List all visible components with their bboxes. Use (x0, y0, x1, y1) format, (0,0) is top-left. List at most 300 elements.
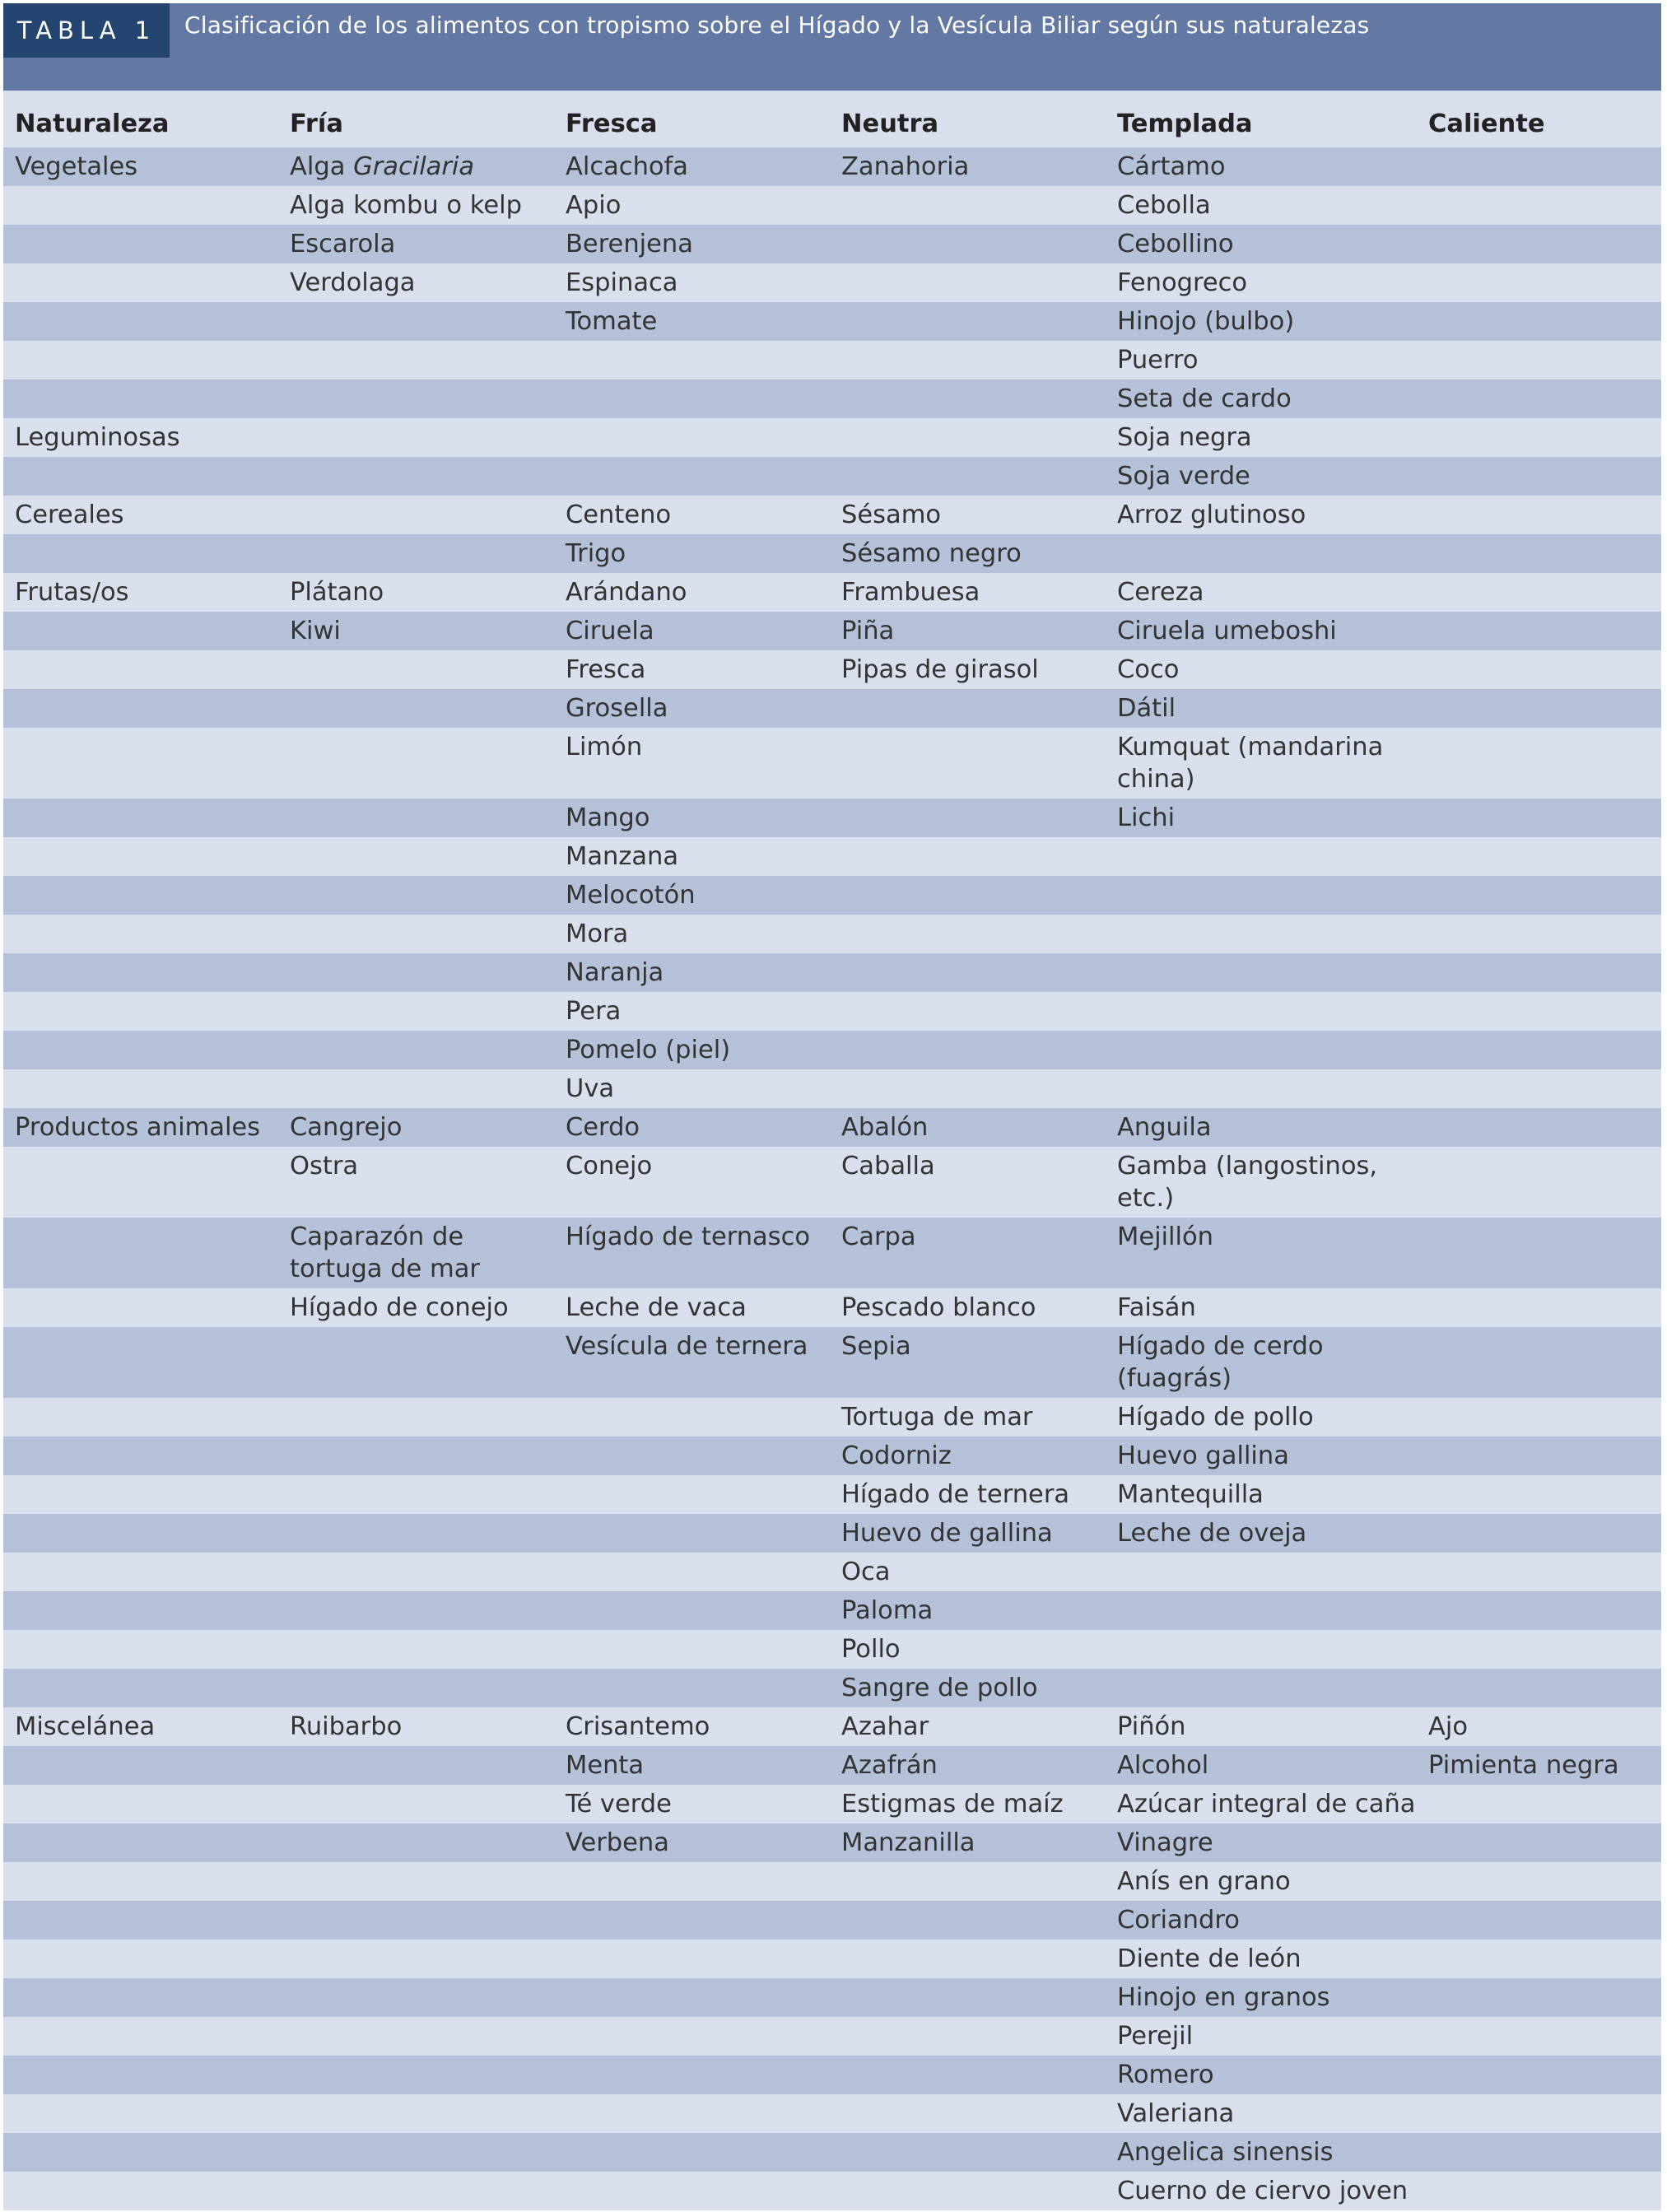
table-row (3, 1218, 1661, 1288)
table-cell (278, 2017, 554, 2056)
table-cell (1106, 915, 1417, 953)
table-cell: Verdolaga (278, 263, 554, 302)
table-cell: Perejil (1106, 2017, 1417, 2056)
table-cell (1417, 1437, 1661, 1475)
table-cell: Frutas/os (3, 573, 278, 612)
column-header: Fresca (554, 91, 830, 147)
table-cell (1417, 1327, 1661, 1398)
table-cell: Coco (1106, 650, 1417, 689)
table-cell: Cereza (1106, 573, 1417, 612)
table-cell (830, 2017, 1106, 2056)
table-cell (278, 418, 554, 457)
table-row (3, 2017, 1661, 2056)
table-row (3, 1398, 1661, 1437)
table-cell: Cebolla (1106, 186, 1417, 225)
table-cell (1417, 1669, 1661, 1707)
table-cell: Naranja (554, 953, 830, 992)
table-cell: Té verde (554, 1785, 830, 1823)
table-cell: Ajo (1417, 1707, 1661, 1746)
table-row (3, 263, 1661, 302)
table-cell: Pomelo (piel) (554, 1031, 830, 1069)
table-cell: Coriandro (1106, 1901, 1417, 1940)
table-cell (1417, 915, 1661, 953)
table-cell (554, 1862, 830, 1901)
table-cell (278, 2172, 554, 2210)
table-cell (1417, 2172, 1661, 2210)
table-cell (1417, 2017, 1661, 2056)
table-row (3, 915, 1661, 953)
table-cell (830, 341, 1106, 380)
table-cell (830, 953, 1106, 992)
table-cell (278, 728, 554, 799)
table-cell (278, 1475, 554, 1514)
table-cell: Caballa (830, 1147, 1106, 1218)
table-cell: Alga kombu o kelp (278, 186, 554, 225)
table-cell (1417, 1514, 1661, 1553)
table-row (3, 689, 1661, 728)
table-cell (278, 1746, 554, 1785)
table-cell (1417, 2133, 1661, 2172)
table-cell (1417, 1108, 1661, 1147)
table-number-badge (3, 3, 170, 58)
table-cell (3, 1069, 278, 1108)
table-cell (3, 1218, 278, 1288)
table-cell (1417, 1069, 1661, 1108)
table-cell (278, 1437, 554, 1475)
table-cell (554, 1630, 830, 1669)
table-cell (554, 1475, 830, 1514)
table-cell (3, 341, 278, 380)
table-row (3, 1475, 1661, 1514)
table-cell: Fenogreco (1106, 263, 1417, 302)
table-cell: Centeno (554, 496, 830, 534)
table-cell (1417, 1978, 1661, 2017)
table-cell (278, 1823, 554, 1862)
table-cell (3, 992, 278, 1031)
table-cell (278, 1069, 554, 1108)
table-row (3, 992, 1661, 1031)
table-cell (1417, 225, 1661, 263)
table-cell: Trigo (554, 534, 830, 573)
table-cell: Cuerno de ciervo joven (1106, 2172, 1417, 2210)
table-row (3, 799, 1661, 837)
column-header: Neutra (830, 91, 1106, 147)
table-cell (1106, 1553, 1417, 1591)
table-cell (1417, 953, 1661, 992)
table-cell: Manzanilla (830, 1823, 1106, 1862)
table-cell (1417, 1823, 1661, 1862)
table-row (3, 1940, 1661, 1978)
table-cell: Leche de vaca (554, 1288, 830, 1327)
table-cell (1417, 1398, 1661, 1437)
table-cell (830, 418, 1106, 457)
table-cell (278, 2094, 554, 2133)
table-row (3, 612, 1661, 650)
table-cell (278, 341, 554, 380)
table-cell: Ciruela umeboshi (1106, 612, 1417, 650)
table-row (3, 2056, 1661, 2094)
table-cell (1417, 876, 1661, 915)
table-cell (3, 837, 278, 876)
table-cell: Hígado de ternasco (554, 1218, 830, 1288)
table-cell: Diente de león (1106, 1940, 1417, 1978)
table-cell (278, 953, 554, 992)
table-cell (3, 2094, 278, 2133)
table-cell: Crisantemo (554, 1707, 830, 1746)
table-cell: Paloma (830, 1591, 1106, 1630)
table-cell (1106, 1591, 1417, 1630)
table-row (3, 418, 1661, 457)
table-cell: Frambuesa (830, 573, 1106, 612)
table-row (3, 1288, 1661, 1327)
table-cell (554, 1940, 830, 1978)
table-row (3, 1437, 1661, 1475)
table-row (3, 1823, 1661, 1862)
table-cell: Leche de oveja (1106, 1514, 1417, 1553)
table-cell: Mantequilla (1106, 1475, 1417, 1514)
food-classification-table (3, 91, 1661, 2210)
table-cell (1417, 1553, 1661, 1591)
table-cell: Leguminosas (3, 418, 278, 457)
table-cell (554, 418, 830, 457)
table-cell: Vinagre (1106, 1823, 1417, 1862)
table-cell (3, 689, 278, 728)
column-header: Naturaleza (3, 91, 278, 147)
table-cell (278, 876, 554, 915)
table-cell: Vegetales (3, 147, 278, 186)
table-cell: Cártamo (1106, 147, 1417, 186)
table-row (3, 1901, 1661, 1940)
table-cell (278, 689, 554, 728)
table-cell: Limón (554, 728, 830, 799)
table-cell (3, 1746, 278, 1785)
table-cell (830, 457, 1106, 496)
table-cell (1417, 2056, 1661, 2094)
table-cell (554, 457, 830, 496)
table-cell: Hígado de cerdo (fuagrás) (1106, 1327, 1417, 1398)
table-row (3, 225, 1661, 263)
table-cell (1417, 1630, 1661, 1669)
table-cell (3, 1862, 278, 1901)
table-cell: Hígado de ternera (830, 1475, 1106, 1514)
table-cell (1417, 457, 1661, 496)
table-figure (3, 3, 1661, 2210)
table-cell (554, 2172, 830, 2210)
table-cell: Azafrán (830, 1746, 1106, 1785)
table-cell: Hígado de conejo (278, 1288, 554, 1327)
table-cell (554, 1514, 830, 1553)
table-cell (554, 1901, 830, 1940)
table-cell (1417, 799, 1661, 837)
table-row (3, 534, 1661, 573)
table-cell: Mora (554, 915, 830, 953)
table-cell (830, 2133, 1106, 2172)
table-row (3, 1978, 1661, 2017)
table-cell (1106, 1031, 1417, 1069)
table-cell (278, 1327, 554, 1398)
table-cell: Sésamo negro (830, 534, 1106, 573)
table-row (3, 2172, 1661, 2210)
table-cell (3, 728, 278, 799)
table-cell: Cerdo (554, 1108, 830, 1147)
table-row (3, 147, 1661, 186)
table-cell: Sangre de pollo (830, 1669, 1106, 1707)
table-row (3, 728, 1661, 799)
table-cell (3, 915, 278, 953)
table-cell: Piña (830, 612, 1106, 650)
table-cell (554, 1398, 830, 1437)
table-cell: Escarola (278, 225, 554, 263)
table-cell: Espinaca (554, 263, 830, 302)
table-number-label: TABLA 1 (16, 16, 156, 44)
table-cell (278, 302, 554, 341)
column-header: Fría (278, 91, 554, 147)
table-cell (3, 2133, 278, 2172)
table-cell (1106, 837, 1417, 876)
table-cell (3, 225, 278, 263)
table-cell: Piñón (1106, 1707, 1417, 1746)
table-cell (830, 837, 1106, 876)
table-cell: Alcohol (1106, 1746, 1417, 1785)
table-cell (3, 1327, 278, 1398)
table-cell (3, 1978, 278, 2017)
table-cell (830, 876, 1106, 915)
table-cell: Oca (830, 1553, 1106, 1591)
table-cell: Pescado blanco (830, 1288, 1106, 1327)
table-cell (830, 992, 1106, 1031)
table-cell: Valeriana (1106, 2094, 1417, 2133)
table-cell: Cangrejo (278, 1108, 554, 1147)
table-cell: Faisán (1106, 1288, 1417, 1327)
table-cell (1417, 1218, 1661, 1288)
table-cell (1417, 1862, 1661, 1901)
table-cell (3, 186, 278, 225)
table-cell (278, 1940, 554, 1978)
table-cell (830, 728, 1106, 799)
table-row (3, 650, 1661, 689)
table-cell (3, 953, 278, 992)
table-cell: Pollo (830, 1630, 1106, 1669)
table-cell: Estigmas de maíz (830, 1785, 1106, 1823)
table-cell (3, 1398, 278, 1437)
table-cell (554, 2017, 830, 2056)
table-cell (1417, 1940, 1661, 1978)
table-cell (1417, 1031, 1661, 1069)
table-cell: Mango (554, 799, 830, 837)
table-row (3, 1069, 1661, 1108)
table-cell (3, 1475, 278, 1514)
table-cell (278, 1591, 554, 1630)
table-header-band (3, 3, 1661, 91)
table-cell: Hinojo (bulbo) (1106, 302, 1417, 341)
table-cell (1106, 992, 1417, 1031)
table-row (3, 2094, 1661, 2133)
table-cell (278, 1514, 554, 1553)
table-cell (1417, 147, 1661, 186)
table-cell (554, 2056, 830, 2094)
table-cell: Pimienta negra (1417, 1746, 1661, 1785)
table-cell: Mejillón (1106, 1218, 1417, 1288)
table-cell (3, 1669, 278, 1707)
table-cell: Fresca (554, 650, 830, 689)
table-cell: Productos animales (3, 1108, 278, 1147)
table-row (3, 1108, 1661, 1147)
table-cell (554, 1553, 830, 1591)
table-cell (3, 302, 278, 341)
table-cell (3, 1031, 278, 1069)
table-cell (830, 263, 1106, 302)
table-cell (830, 1901, 1106, 1940)
table-cell (3, 1437, 278, 1475)
table-cell: Zanahoria (830, 147, 1106, 186)
table-row (3, 1031, 1661, 1069)
table-row (3, 1746, 1661, 1785)
table-cell (3, 1940, 278, 1978)
table-cell (554, 1669, 830, 1707)
table-cell: Codorniz (830, 1437, 1106, 1475)
table-cell (278, 1031, 554, 1069)
table-row (3, 876, 1661, 915)
table-cell (1417, 573, 1661, 612)
table-cell: Arándano (554, 573, 830, 612)
table-cell (830, 799, 1106, 837)
table-cell: Huevo gallina (1106, 1437, 1417, 1475)
table-cell: Uva (554, 1069, 830, 1108)
table-cell (1417, 341, 1661, 380)
table-cell (830, 302, 1106, 341)
table-row (3, 573, 1661, 612)
table-row (3, 1327, 1661, 1398)
table-cell: Sésamo (830, 496, 1106, 534)
table-cell (1417, 1591, 1661, 1630)
table-row (3, 837, 1661, 876)
table-cell (1417, 992, 1661, 1031)
table-cell (278, 457, 554, 496)
table-row (3, 1669, 1661, 1707)
table-cell (1106, 953, 1417, 992)
table-caption: Clasificación de los alimentos con tropismo sobre el Hígado y la Vesícula Biliar según sus naturalezas (184, 12, 1370, 39)
table-cell: Ostra (278, 1147, 554, 1218)
table-row (3, 1553, 1661, 1591)
table-cell (1417, 837, 1661, 876)
table-cell: Grosella (554, 689, 830, 728)
table-row (3, 953, 1661, 992)
table-cell (1417, 534, 1661, 573)
table-cell: Melocotón (554, 876, 830, 915)
table-row (3, 1591, 1661, 1630)
table-cell (1417, 689, 1661, 728)
table-cell (278, 650, 554, 689)
table-cell (554, 2094, 830, 2133)
table-cell (3, 799, 278, 837)
table-cell (830, 1862, 1106, 1901)
column-header: Caliente (1417, 91, 1661, 147)
table-cell (3, 1591, 278, 1630)
table-cell: Carpa (830, 1218, 1106, 1288)
table-cell (1417, 650, 1661, 689)
table-cell (278, 992, 554, 1031)
table-row (3, 1707, 1661, 1746)
table-cell (3, 1514, 278, 1553)
table-cell: Gamba (langostinos, etc.) (1106, 1147, 1417, 1218)
table-cell: Ruibarbo (278, 1707, 554, 1746)
table-row (3, 1147, 1661, 1218)
table-cell (278, 1862, 554, 1901)
table-cell: Apio (554, 186, 830, 225)
table-cell (830, 225, 1106, 263)
table-cell (830, 1978, 1106, 2017)
column-header: Templada (1106, 91, 1417, 147)
table-cell (1417, 2094, 1661, 2133)
table-cell (1417, 263, 1661, 302)
table-row (3, 186, 1661, 225)
table-cell (1417, 1475, 1661, 1514)
table-cell (1417, 302, 1661, 341)
table-cell (1106, 1630, 1417, 1669)
table-cell (554, 1978, 830, 2017)
table-cell (3, 612, 278, 650)
table-cell: Abalón (830, 1108, 1106, 1147)
column-header-row (3, 91, 1661, 147)
table-cell (3, 1288, 278, 1327)
table-cell (3, 650, 278, 689)
table-cell (830, 380, 1106, 418)
table-cell (1106, 1069, 1417, 1108)
table-cell: Anís en grano (1106, 1862, 1417, 1901)
table-cell: Pipas de girasol (830, 650, 1106, 689)
table-cell: Soja negra (1106, 418, 1417, 457)
table-cell (278, 1901, 554, 1940)
table-cell (554, 341, 830, 380)
table-cell (278, 2133, 554, 2172)
table-cell (554, 1591, 830, 1630)
table-cell (3, 1553, 278, 1591)
table-cell (278, 837, 554, 876)
table-cell (830, 1069, 1106, 1108)
table-cell (278, 1398, 554, 1437)
table-cell: Seta de cardo (1106, 380, 1417, 418)
table-cell: Cereales (3, 496, 278, 534)
table-cell (278, 2056, 554, 2094)
table-cell: Hígado de pollo (1106, 1398, 1417, 1437)
table-cell (1417, 1901, 1661, 1940)
table-row (3, 1785, 1661, 1823)
table-cell (278, 799, 554, 837)
table-cell: Lichi (1106, 799, 1417, 837)
table-cell (830, 2172, 1106, 2210)
table-cell (3, 2056, 278, 2094)
table-cell (830, 1031, 1106, 1069)
table-cell (3, 263, 278, 302)
table-cell (1417, 1147, 1661, 1218)
table-cell (1417, 496, 1661, 534)
table-cell (278, 1978, 554, 2017)
table-cell (3, 380, 278, 418)
table-cell (1106, 534, 1417, 573)
table-cell (278, 534, 554, 573)
table-cell (1417, 418, 1661, 457)
table-row (3, 496, 1661, 534)
table-cell: Tortuga de mar (830, 1398, 1106, 1437)
table-cell: Berenjena (554, 225, 830, 263)
table-cell (278, 1669, 554, 1707)
table-row (3, 341, 1661, 380)
table-cell: Conejo (554, 1147, 830, 1218)
table-cell (3, 1785, 278, 1823)
table-cell (3, 1147, 278, 1218)
table-body (3, 147, 1661, 2210)
table-cell: Tomate (554, 302, 830, 341)
